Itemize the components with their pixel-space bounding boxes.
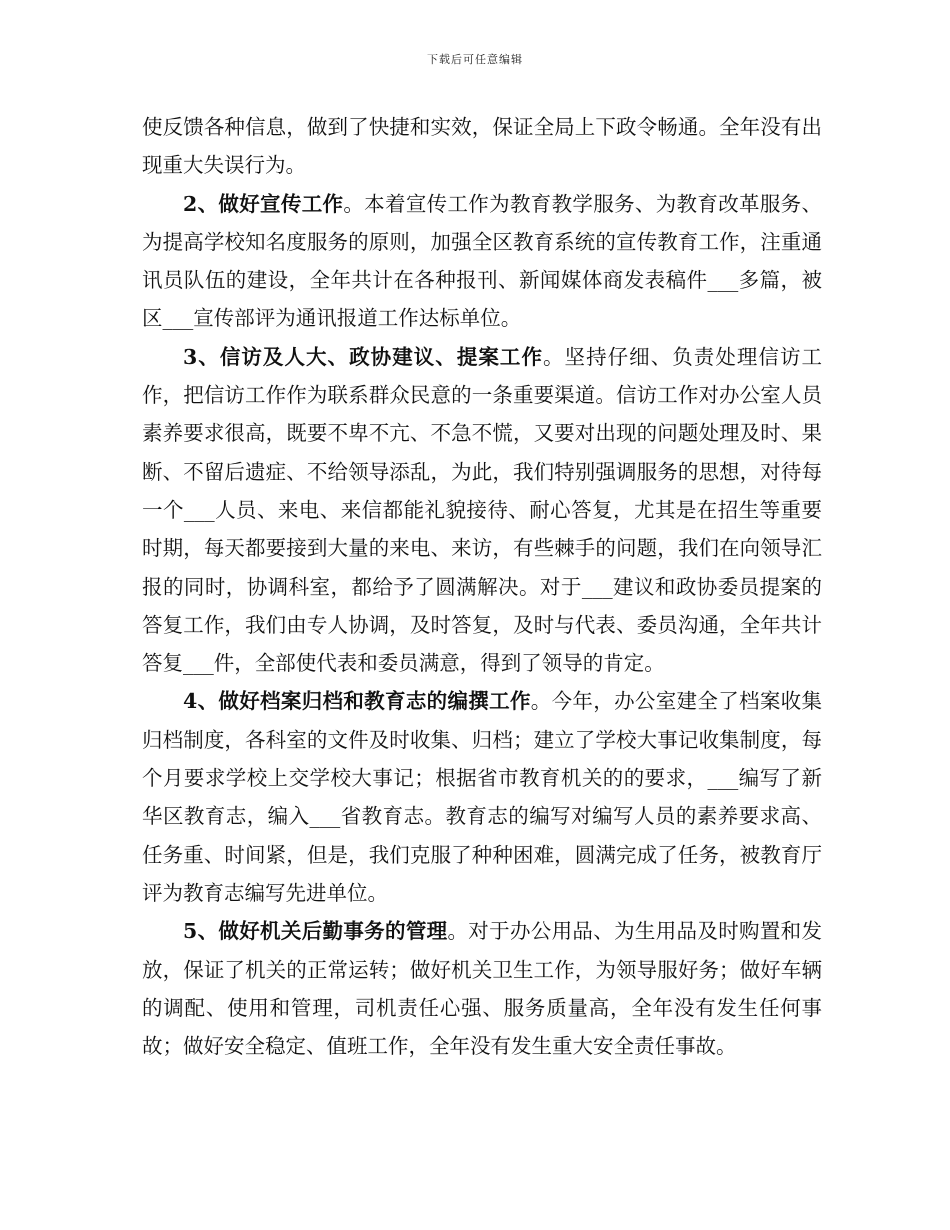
section-heading-publicity: 2、做好宣传工作 xyxy=(183,191,344,216)
section-heading-petitions: 3、信访及人大、政协建议、提案工作 xyxy=(183,344,543,369)
paragraph-text: 。对于办公用品、为生用品及时购置和发放，保证了机关的正常运转；做好机关卫生工作，为领导服好务；做好车辆的调配、使用和管理，司机责任心强、服务质量高，全年没有发生任何事故；做好安全稳定、值班工作，全年没有发生重大安全责任事故。 xyxy=(142,919,822,1059)
paragraph-publicity xyxy=(142,185,822,338)
paragraph-archives xyxy=(142,682,822,912)
paragraph-petitions xyxy=(142,338,822,683)
section-heading-logistics: 5、做好机关后勤事务的管理 xyxy=(183,919,448,944)
paragraph-logistics xyxy=(142,912,822,1065)
paragraph-text: 使反馈各种信息，做到了快捷和实效，保证全局上下政令畅通。全年没有出现重大失误行为。 xyxy=(142,115,822,178)
paragraph-text: 。坚持仔细、负责处理信访工作，把信访工作作为联系群众民意的一条重要渠道。信访工作对办公室人员素养要求很高，既要不卑不亢、不急不慌，又要对出现的问题处理及时、果断、不留后遗症、不给领导添乱，为此，我们特别强调服务的思想，对待每一个___人员、来电、来信都能礼貌接待、耐心答复，尤其是在招生等重要时期，每天都要接到大量的来电、来访，有些棘手的问题，我们在向领导汇报的同时，协调科室，都给予了圆满解决。对于___建议和政协委员提案的答复工作，我们由专人协调，及时答复，及时与代表、委员沟通，全年共计答复___件，全部使代表和委员满意，得到了领导的肯定。 xyxy=(142,344,823,676)
paragraph-continuation xyxy=(142,108,822,185)
paragraph-text: 。今年，办公室建全了档案收集归档制度，各科室的文件及时收集、归档；建立了学校大事记收集制度，每个月要求学校上交学校大事记；根据省市教育机关的的要求，___编写了新华区教育志，编入___省教育志。教育志的编写对编写人员的素养要求高、任务重、时间紧，但是，我们克服了种种困难，圆满完成了任务，被教育厅评为教育志编写先进单位。 xyxy=(142,689,822,905)
page-header: 下载后可任意编辑 xyxy=(427,53,523,66)
section-heading-archives: 4、做好档案归档和教育志的编撰工作 xyxy=(183,689,531,714)
document-body xyxy=(142,108,822,1065)
paragraph-text: 。本着宣传工作为教育教学服务、为教育改革服务、为提高学校知名度服务的原则，加强全区教育系统的宣传教育工作，注重通讯员队伍的建设，全年共计在各种报刊、新闻媒体商发表稿件___多篇，被区___宣传部评为通讯报道工作达标单位。 xyxy=(142,191,822,331)
